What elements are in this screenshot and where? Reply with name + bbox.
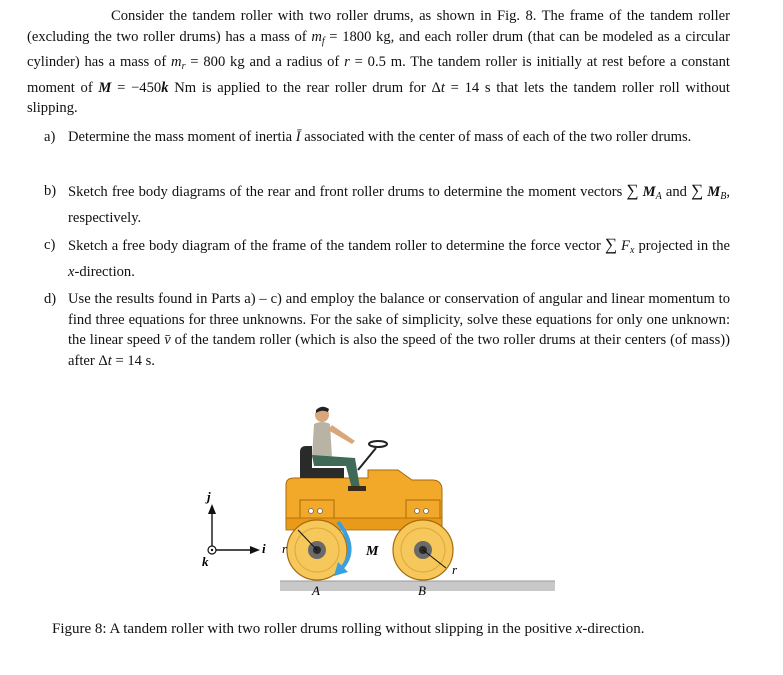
- part-c: c) Sketch a free body diagram of the frame of the tandem roller to determine the force vector ∑ $F_x$ projected in the x-direction.: [44, 235, 730, 280]
- axis-label-k: k: [202, 554, 209, 569]
- part-marker: a): [44, 129, 56, 145]
- tandem-roller-figure: [180, 400, 600, 605]
- part-a: a) Determine the mass moment of inertia Ī associated with the center of mass of each of the two roller drums.: [27, 127, 730, 148]
- part-d: d) Use the results found in Parts a) – c) and employ the balance or conservation of angular and linear momentum to find three equations for three unknowns. For the sake of simplicity, solve these equations for only one unknown: the linear speed v̄ of the tandem roller (which is also the speed of the two roller drums at their centers (of mass)) after Δt = 14 s.: [44, 291, 730, 369]
- radius-label-front: r: [452, 562, 458, 577]
- radius-label-rear: r: [282, 541, 288, 556]
- axis-label-i: i: [262, 541, 266, 556]
- part-marker: b): [44, 183, 57, 199]
- part-marker: d): [44, 291, 57, 307]
- coordinate-axes: [202, 489, 266, 569]
- moment-label: M: [366, 544, 379, 559]
- contact-label-A: A: [312, 583, 320, 598]
- contact-label-B: B: [418, 583, 426, 598]
- part-marker: c): [44, 237, 56, 253]
- figure-caption: Figure 8: A tandem roller with two roller drums rolling without slipping in the positive x-direction.: [52, 621, 645, 637]
- problem-statement: Consider the tandem roller with two roller drums, as shown in Fig. 8. The frame of the tandem roller (excluding the two roller drums) has a mass of $m_f = 1800$ kg, and each roller drum (that can be modeled as a circular cylinder) has a mass of $m_r = 800$ kg and a radius of r = 0.5 m. The tandem roller is initially at rest before a constant moment of M = −450k Nm is applied to the rear roller drum for Δt = 14 s that lets the tandem roller roll without slipping.: [27, 8, 730, 117]
- part-b: b) Sketch free body diagrams of the rear and front roller drums to determine the moment vectors ∑ $M_A$ and ∑ $M_B$, respectively.: [44, 181, 730, 226]
- axis-label-j: j: [207, 489, 211, 504]
